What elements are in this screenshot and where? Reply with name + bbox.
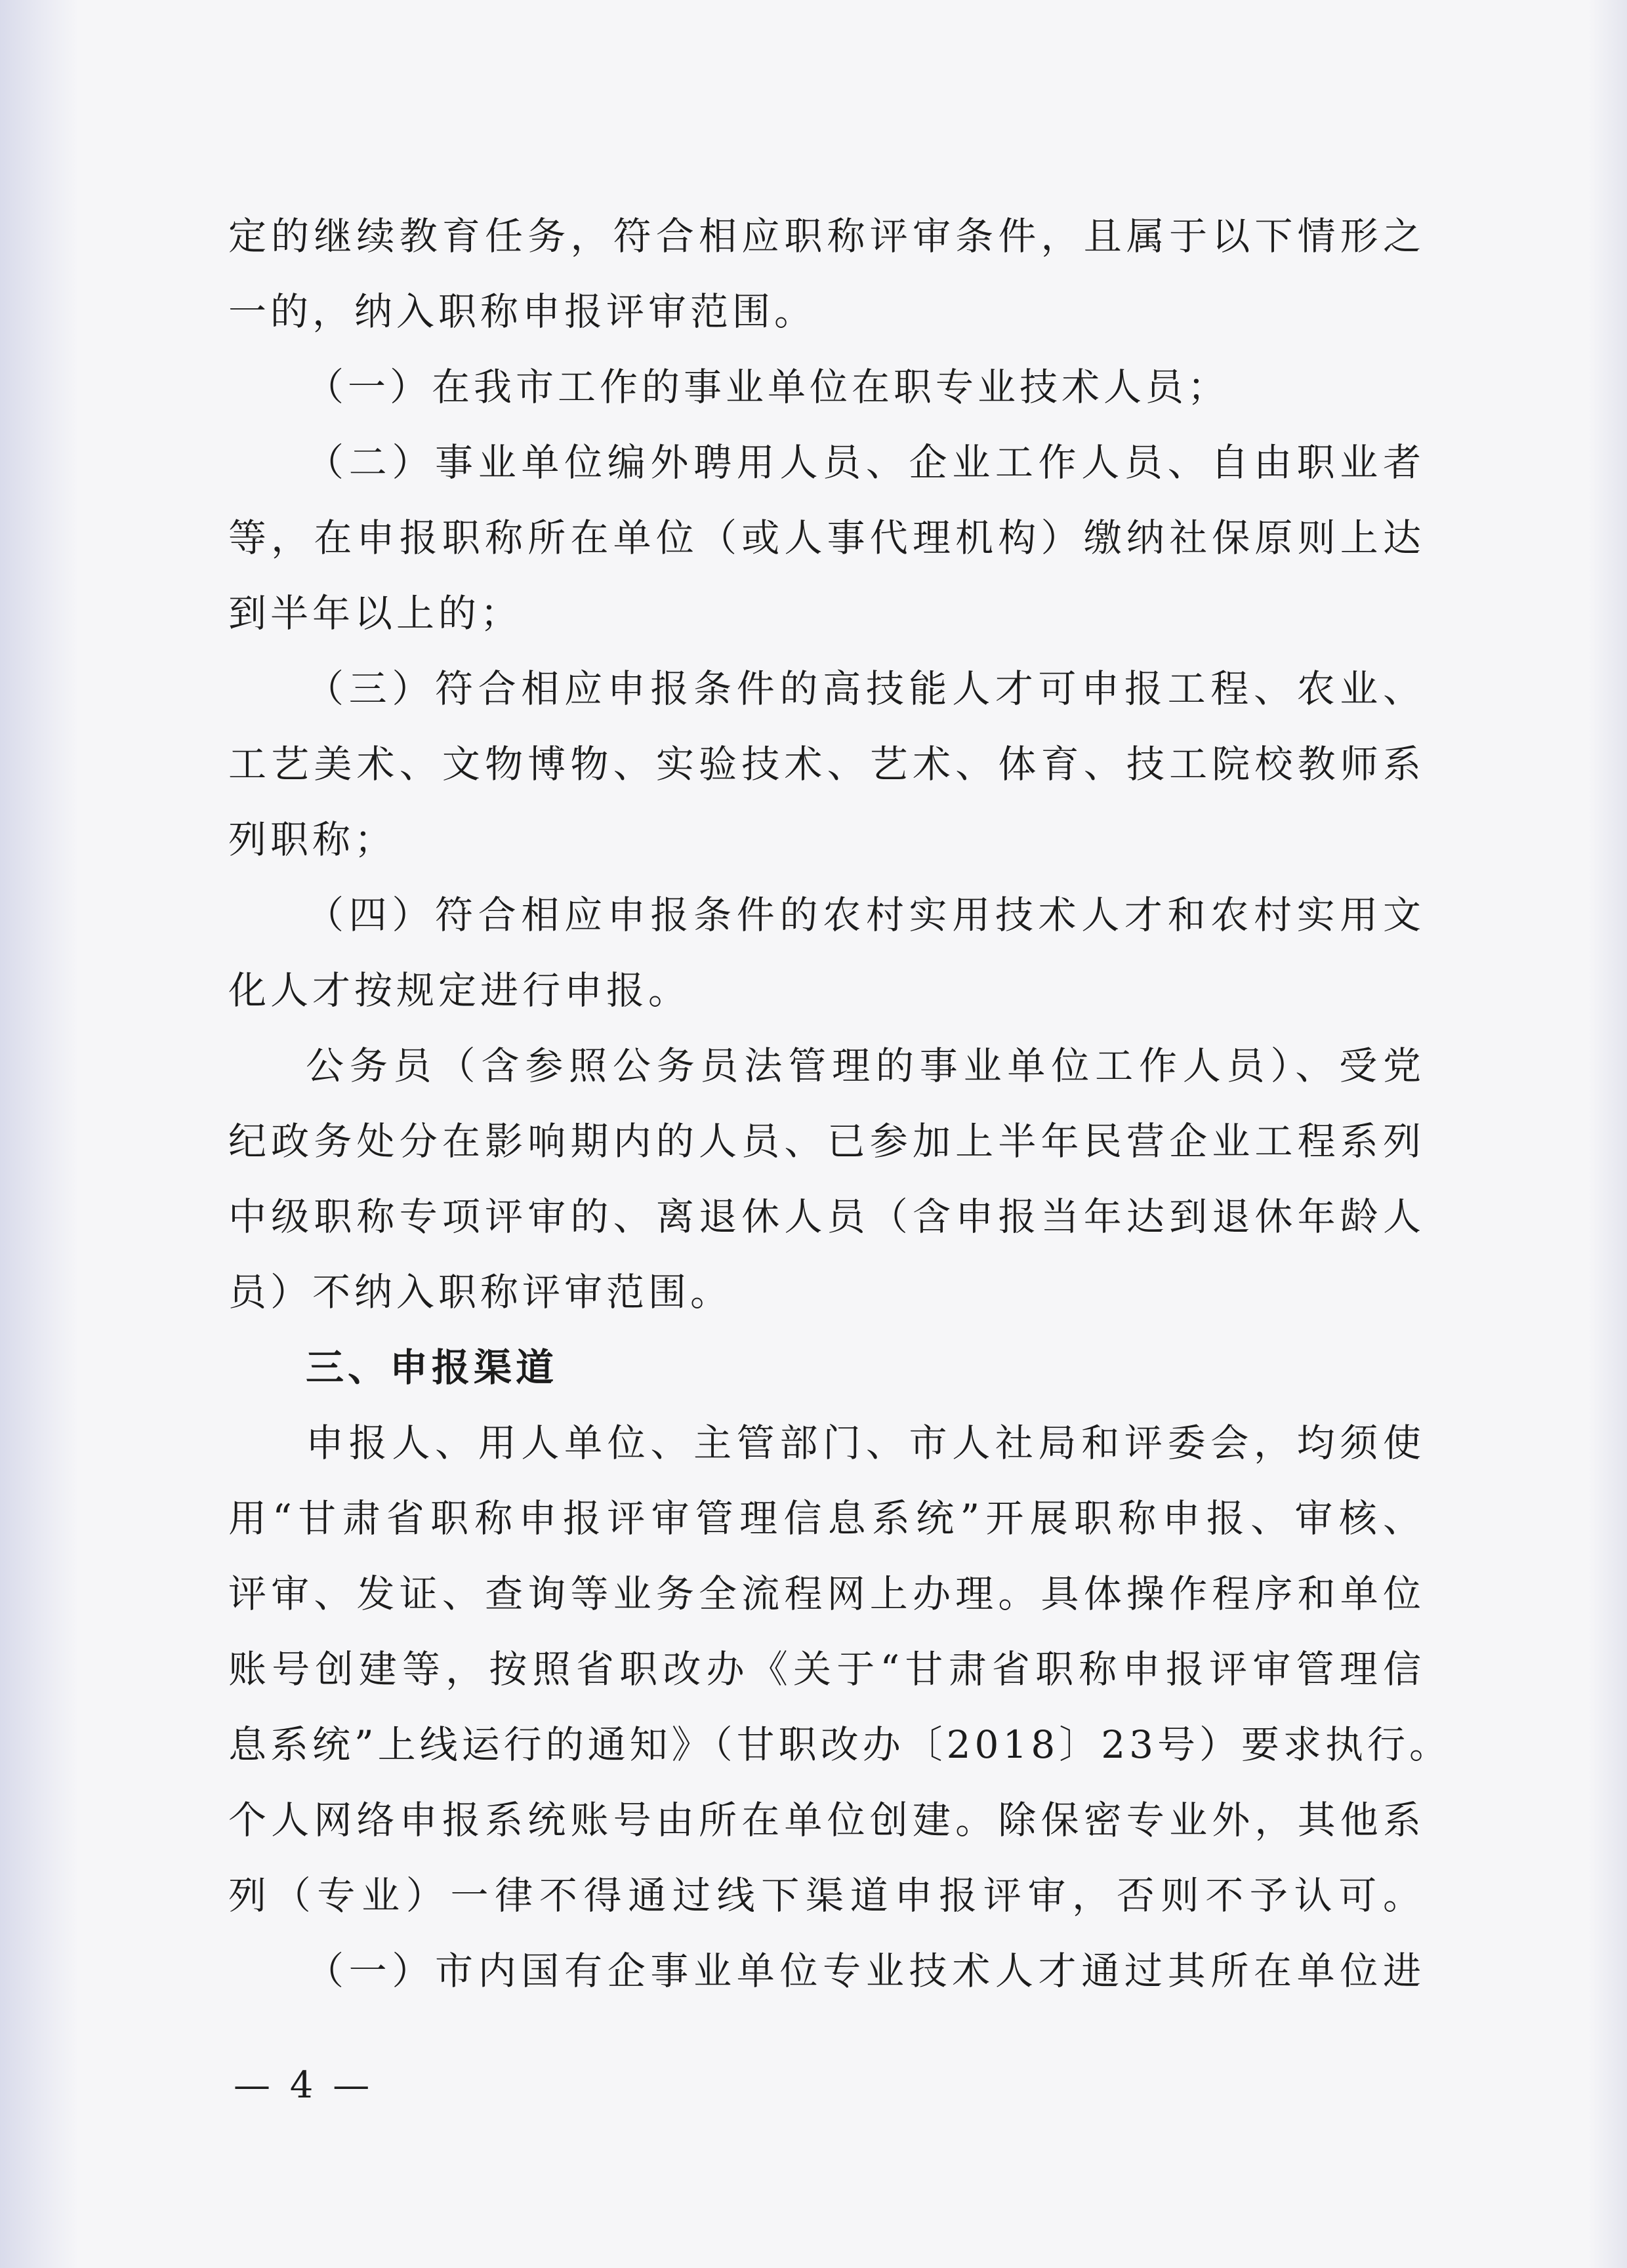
text-line: 一的，纳入职称申报评审范围。 <box>228 289 817 334</box>
text-line: 公务员（含参照公务员法管理的事业单位工作人员）、受党 <box>306 1043 1425 1088</box>
text-line: 个人网络申报系统账号由所在单位创建。除保密专业外，其他系 <box>228 1798 1425 1842</box>
text-line: （二）事业单位编外聘用人员、企业工作人员、自由职业者 <box>306 440 1425 485</box>
text-line: 息系统”上线运行的通知》（甘职改办〔2018〕23号）要求执行。 <box>228 1722 1452 1767</box>
page-number: — 4 — <box>234 2064 374 2107</box>
text-line: 评审、发证、查询等业务全流程网上办理。具体操作程序和单位 <box>228 1571 1425 1616</box>
scan-shadow-left <box>0 0 79 2268</box>
text-line: 定的继续教育任务，符合相应职称评审条件，且属于以下情形之 <box>228 214 1425 258</box>
section-heading: 三、申报渠道 <box>306 1345 558 1390</box>
text-line: 到半年以上的； <box>228 591 523 636</box>
text-line: （一）市内国有企事业单位专业技术人才通过其所在单位进 <box>306 1949 1425 1993</box>
text-line: 列（专业）一律不得通过线下渠道申报评审，否则不予认可。 <box>228 1873 1425 1918</box>
text-line: 列职称； <box>228 817 397 862</box>
text-line: 化人才按规定进行申报。 <box>228 968 691 1013</box>
text-line: 中级职称专项评审的、离退休人员（含申报当年达到退休年龄人 <box>228 1194 1425 1239</box>
text-line: （三）符合相应申报条件的高技能人才可申报工程、农业、 <box>306 666 1425 711</box>
text-line: 员）不纳入职称评审范围。 <box>228 1270 733 1314</box>
text-line: 申报人、用人单位、主管部门、市人社局和评委会，均须使 <box>306 1421 1425 1465</box>
text-line: 工艺美术、文物博物、实验技术、艺术、体育、技工院校教师系 <box>228 742 1425 786</box>
scan-shadow-right <box>1588 0 1627 2268</box>
text-line: 用“甘肃省职称申报评审管理信息系统”开展职称申报、审核、 <box>228 1496 1425 1541</box>
text-line: 账号创建等，按照省职改办《关于“甘肃省职称申报评审管理信 <box>228 1647 1425 1691</box>
text-line: 纪政务处分在影响期内的人员、已参加上半年民营企业工程系列 <box>228 1119 1425 1164</box>
text-line: （四）符合相应申报条件的农村实用技术人才和农村实用文 <box>306 893 1425 937</box>
text-line: （一）在我市工作的事业单位在职专业技术人员； <box>306 365 1230 409</box>
text-line: 等，在申报职称所在单位（或人事代理机构）缴纳社保原则上达 <box>228 516 1425 560</box>
